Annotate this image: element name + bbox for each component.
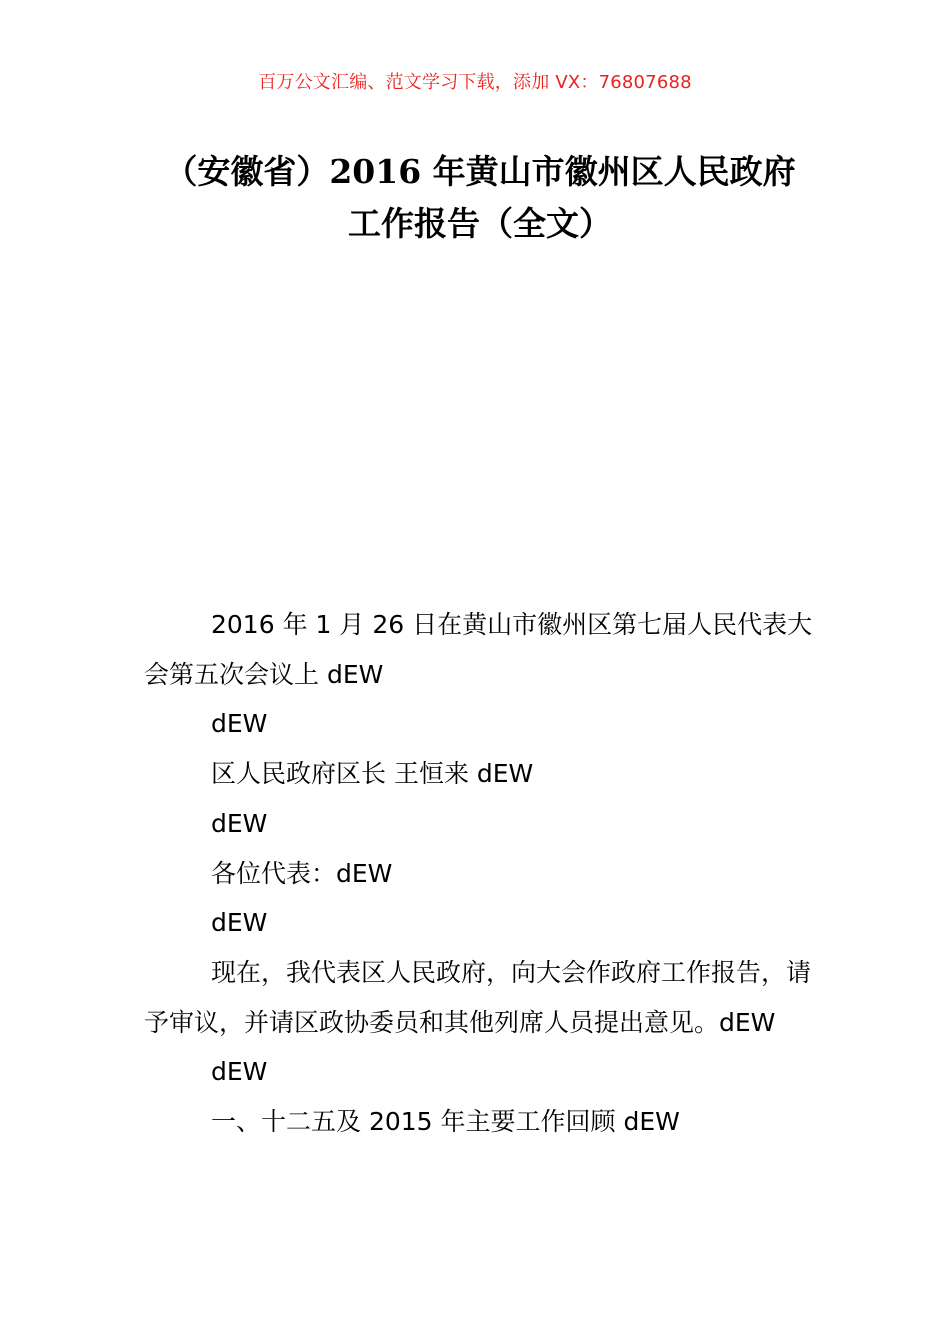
paragraph: dEW xyxy=(211,808,268,838)
paragraph: 现在，我代表区人民政府，向大会作政府工作报告，请予审议，并请区政协委员和其他列席人员提出意见。dEW xyxy=(144,957,812,1037)
title-line-2: 工作报告（全文） xyxy=(348,204,612,243)
document-body xyxy=(144,600,824,1147)
paragraph: 各位代表：dEW xyxy=(211,858,393,888)
paragraph: dEW xyxy=(211,908,268,938)
paragraph: dEW xyxy=(211,1057,268,1087)
paragraph: 2016 年 1 月 26 日在黄山市徽州区第七届人民代表大会第五次会议上 dEW xyxy=(144,610,813,689)
title-line-1: （安徽省）2016 年黄山市徽州区人民政府 xyxy=(164,152,796,191)
paragraph: 区人民政府区长 王恒来 dEW xyxy=(211,759,534,789)
section-heading: 一、十二五及 2015 年主要工作回顾 dEW xyxy=(211,1107,680,1137)
document-title xyxy=(140,146,820,250)
paragraph: dEW xyxy=(211,709,268,739)
watermark-header: 百万公文汇编、范文学习下载，添加 VX：76807688 xyxy=(258,72,692,93)
